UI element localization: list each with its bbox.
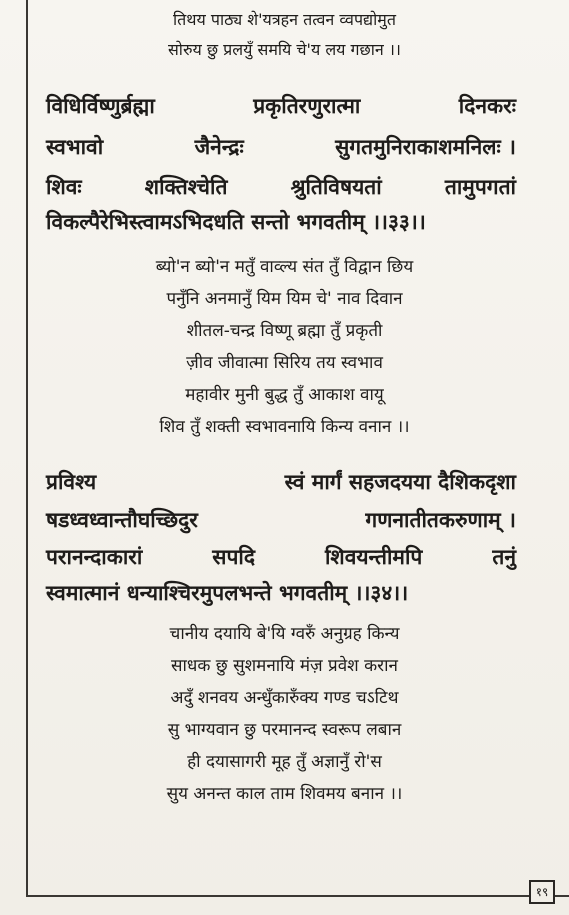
verse33-word: सुगतमुनिराकाशमनिलः । [335, 135, 516, 159]
page-number: १९ [529, 880, 555, 904]
verse34-word: तनुं [492, 545, 516, 569]
verse34-word: शिवयन्तीमपि [324, 545, 423, 569]
translation33-line: ब्यो'न ब्यो'न मतुँ वाव्ल्य संत तुँ विद्वान छिय [155, 257, 414, 277]
verse33-word: श्रुतिविषयतां [290, 175, 382, 199]
verse34-line-4: स्वमात्मानं धन्याश्चिरमुपलभन्ते भगवतीम् ।।३४।। [46, 581, 409, 605]
verse33-line-4: विकल्पैरेभिस्त्वामऽभिदधति सन्तो भगवतीम् ।।३३।। [46, 210, 426, 234]
verse33-word: दिनकरः [458, 94, 516, 118]
verse34-line-2 [46, 506, 516, 534]
verse33-word: तामुपगतां [444, 175, 516, 199]
translation33-line: पनुँनि अनमानुँ यिम यिम चे' नाव दिवान [166, 289, 403, 309]
translation34-line: साधक छु सुशमनायि मंज़ प्रवेश करान [171, 656, 398, 676]
verse33-word: शिवः [46, 175, 82, 199]
verse34-word: सपदि [212, 545, 255, 569]
translation33-line: शिव तुँ शक्ती स्वभावनायि किन्य वनान ।। [159, 417, 410, 437]
verse34-word: स्वं मार्गं सहजदयया दैशिकदृशा [284, 470, 516, 494]
translation33-line: महावीर मुनी बुद्ध तुँ आकाश वायू [185, 385, 384, 405]
verse33-word: जैनेन्द्रः [194, 135, 244, 159]
top-line-1: तिथय पाठ्य शे'यत्रहन तत्वन व्वपद्योमुत [173, 10, 396, 29]
translation34-line: अदुँ शनवय अन्धुँकारुँक्य गण्ड चऽटिथ [170, 688, 399, 708]
verse34-word: प्रविश्य [46, 470, 97, 494]
verse33-word: शक्तिश्चेति [144, 175, 228, 199]
verse34-word: गणनातीतकरुणाम् । [365, 508, 516, 532]
bottom-border-line [26, 895, 569, 897]
verse34-line-1 [46, 468, 516, 496]
translation34-line: ही दयासागरी मूह तुँ अज्ञानुँ रो'स [187, 752, 382, 772]
translation33-line: शीतल-चन्द्र विष्णू ब्रह्मा तुँ प्रकृती [186, 321, 383, 341]
top-line-2: सोरुय छु प्रलयुँ समयि चे'य लय गछान ।। [167, 40, 401, 59]
verse33-word: स्वभावो [46, 135, 104, 159]
verse33-line-2 [46, 133, 516, 161]
translation34-line: सु भाग्यवान छु परमानन्द स्वरूप लबान [167, 720, 402, 740]
verse34-word: परानन्दाकारां [46, 545, 143, 569]
translation34-line: सुय अनन्त काल ताम शिवमय बनान ।। [166, 784, 403, 804]
verse33-word: विधिर्विष्णुर्ब्रह्मा [46, 94, 155, 118]
verse33-line-1 [46, 92, 516, 120]
verse33-line-3 [46, 173, 516, 201]
verse33-word: प्रकृतिरणुरात्मा [253, 94, 361, 118]
translation34-line: चानीय दयायि बे'यि ग्वरुँ अनुग्रह किन्य [169, 624, 400, 644]
verse34-line-3 [46, 543, 516, 571]
translation33-line: ज़ीव जीवात्मा सिरिय तय स्वभाव [186, 353, 383, 373]
verse34-word: षडध्वध्वान्तौघच्छिदुर [46, 508, 198, 532]
